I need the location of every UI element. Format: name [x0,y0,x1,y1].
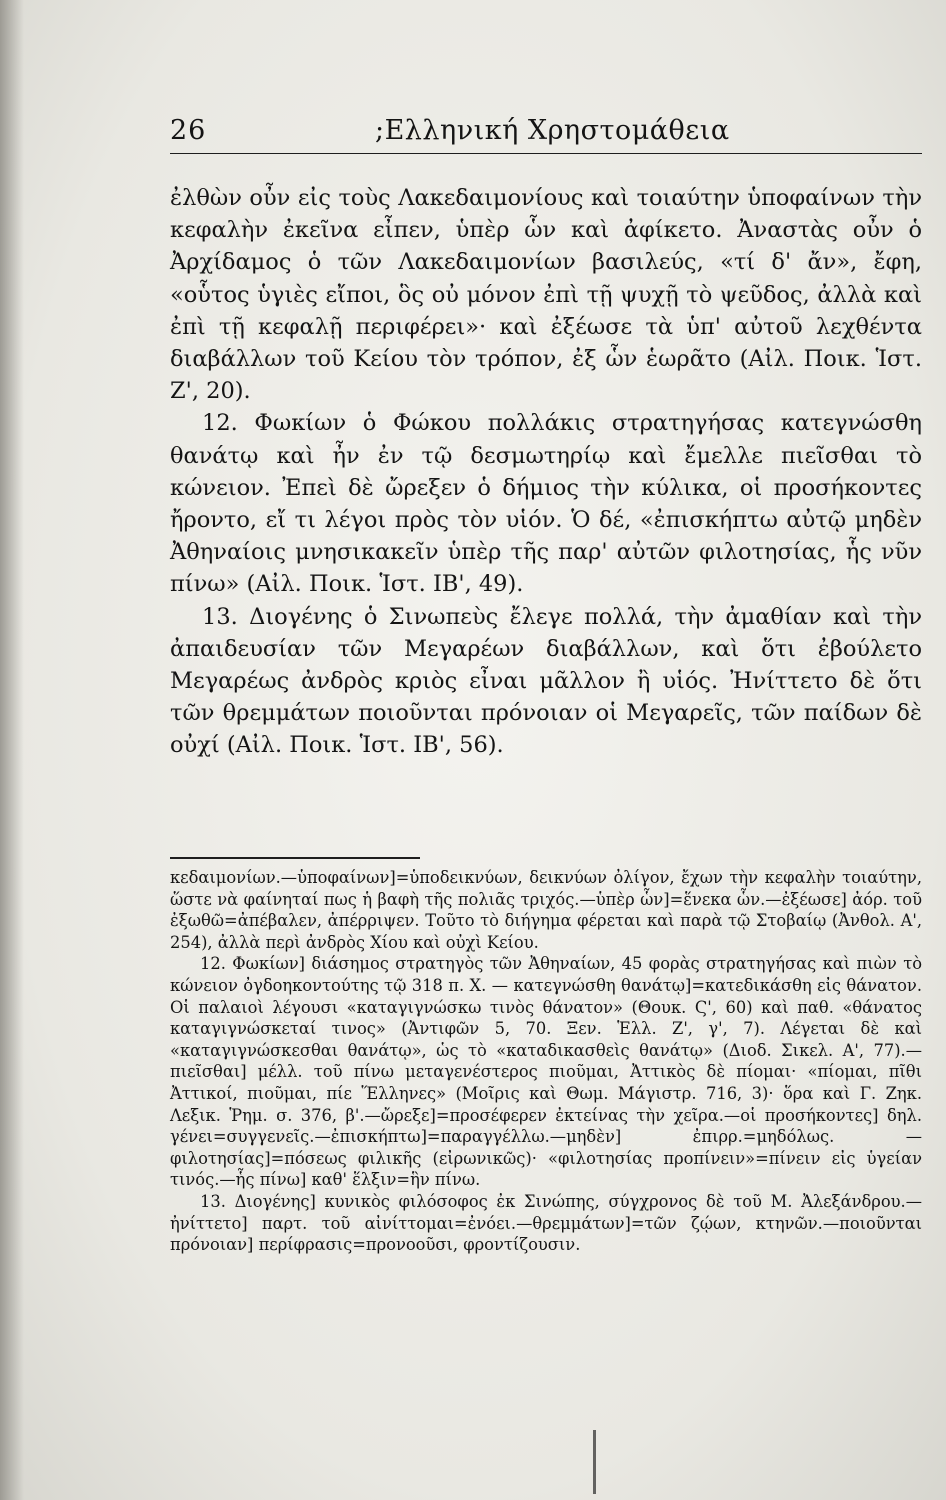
page-gutter-shadow [0,0,24,1500]
note-13: 13. Διογένης] κυνικὸς φιλόσοφος ἐκ Σινώπης, σύγχρονος δὲ τοῦ Μ. Ἀλεξάνδρου.—ἠνίττετο] παρτ. τοῦ αἰνίττομαι=ἐνόει.—θρεμμάτων]=τῶν ζῴων, κτηνῶν.—ποιοῦνται πρόνοιαν] περίφρασις=προνοοῦσι, φροντίζουσιν. [170,1191,922,1255]
note-12: 12. Φωκίων] διάσημος στρατηγὸς τῶν Ἀθηναίων, 45 φορὰς στρατηγήσας καὶ πιὼν τὸ κώνειον ὀγδοηκοντούτης τῷ 318 π. Χ. — κατεγνώσθη θανάτῳ]=κατεδικάσθη εἰς θάνατον. Οἱ παλαιοὶ λέγουσι «καταγιγνώσκω τινὸς θάνατον» (Θουκ. Ϛ', 60) καὶ παθ. «θάνατος καταγιγνώσκεταί τινος» (Ἀντιφῶν 5, 70. Ξεν. Ἑλλ. Ζ', γ', 7). Λέγεται δὲ καὶ «καταγιγνώσκεσθαι θανάτῳ», ὡς τὸ «καταδικασθεὶς θανάτῳ» (Διοδ. Σικελ. Α', 77).—πιεῖσθαι] μέλλ. τοῦ πίνω μεταγενέστερος πιοῦμαι, Ἀττικὸς δὲ πίομαι· «πίομαι, πῖθι Ἀττικοί, πιοῦμαι, πίε Ἕλληνες» (Μοῖρις καὶ Θωμ. Μάγιστρ. 716, 3)· ὅρα καὶ Γ. Ζηκ. Λεξικ. Ῥημ. σ. 376, β'.—ὤρεξε]=προσέφερεν ἐκτείνας τὴν χεῖρα.—οἱ προσήκοντες] δηλ. γένει=συγγενεῖς.—ἐπισκήπτω]=παραγγέλλω.—μηδὲν] ἐπιρρ.=μηδόλως. — φιλοτησίας]=πόσεως φιλικῆς (εἰρωνικῶς)· «φιλοτησίας προπίνειν»=πίνειν εἰς ὑγείαν τινός.—ἧς πίνω] καθ' ἕλξιν=ἣν πίνω. [170,954,922,1190]
paragraph-12: 12. Φωκίων ὁ Φώκου πολλάκις στρατηγήσας κατεγνώσθη θανάτῳ καὶ ἦν ἐν τῷ δεσμωτηρίῳ καὶ ἔμελλε πιεῖσθαι τὸ κώνειον. Ἐπεὶ δὲ ὤρεξεν ὁ δήμιος τὴν κύλικα, οἱ προσήκοντες ἤροντο, εἴ τι λέγοι πρὸς τὸν υἱόν. Ὁ δέ, «ἐπισκήπτω αὐτῷ μηδὲν Ἀθηναίοις μνησικακεῖν ὑπὲρ τῆς παρ' αὐτῶν φιλοτησίας, ἧς νῦν πίνω» (Αἰλ. Ποικ. Ἱστ. ΙΒ', 49). [170,410,922,598]
paragraph-11-end: ἐλθὼν οὖν εἰς τοὺς Λακεδαιμονίους καὶ τοιαύτην ὑποφαίνων τὴν κεφαλὴν ἐκεῖνα εἶπεν, ὑπὲρ ὧν καὶ ἀφίκετο. Ἀναστὰς οὖν ὁ Ἀρχίδαμος ὁ τῶν Λακεδαιμονίων βασιλεύς, «τί δ' ἄν», ἔφη, «οὗτος ὑγιὲς εἴποι, ὃς οὐ μόνον ἐπὶ τῇ ψυχῇ τὸ ψεῦδος, ἀλλὰ καὶ ἐπὶ τῇ κεφαλῇ περιφέρει»· καὶ ἐξέωσε τὰ ὑπ' αὐτοῦ λεχθέντα διαβάλλων τοῦ Κείου τὸν τρόπον, ἐξ ὧν ἑωρᾶτο (Αἰλ. Ποικ. Ἱστ. Ζ', 20). [170,185,922,405]
paragraph-13: 13. Διογένης ὁ Σινωπεὺς ἔλεγε πολλά, τὴν ἀμαθίαν καὶ τὴν ἀπαιδευσίαν τῶν Μεγαρέων διαβάλλων, καὶ ὅτι ἐβούλετο Μεγαρέως ἀνδρὸς κριὸς εἶναι μᾶλλον ἢ υἱός. Ἠνίττετο δὲ ὅτι τῶν θρεμμάτων ποιοῦνται πρόνοιαν οἱ Μεγαρεῖς, τῶν παίδων δὲ οὐχί (Αἰλ. Ποικ. Ἱστ. ΙΒ', 56). [170,603,922,759]
page-number: 26 [170,115,207,146]
header-rule [170,153,922,154]
main-text [170,182,922,762]
note-11-continued: κεδαιμονίων.—ὑποφαίνων]=ὑποδεικνύων, δεικνύων ὀλίγον, ἔχων τὴν κεφαλὴν τοιαύτην, ὥστε νὰ φαίνηταί πως ἡ βαφὴ τῆς πολιᾶς τριχός.—ὑπὲρ ὧν]=ἕνεκα ὧν.—ἐξέωσε] ἀόρ. τοῦ ἐξωθῶ=ἀπέβαλεν, ἀπέρριψεν. Τοῦτο τὸ διήγημα φέρεται καὶ παρὰ τῷ Στοβαίῳ (Ἀνθολ. Α', 254), ἀλλὰ περὶ ἀνδρὸς Χίου καὶ οὐχὶ Κείου. [170,868,922,952]
running-title: ;Ελληνική Χρηστομάθεια [375,115,730,146]
footnote-rule [170,857,420,859]
footnotes [170,867,922,1256]
pencil-mark [593,1430,596,1494]
page-header [170,115,920,155]
